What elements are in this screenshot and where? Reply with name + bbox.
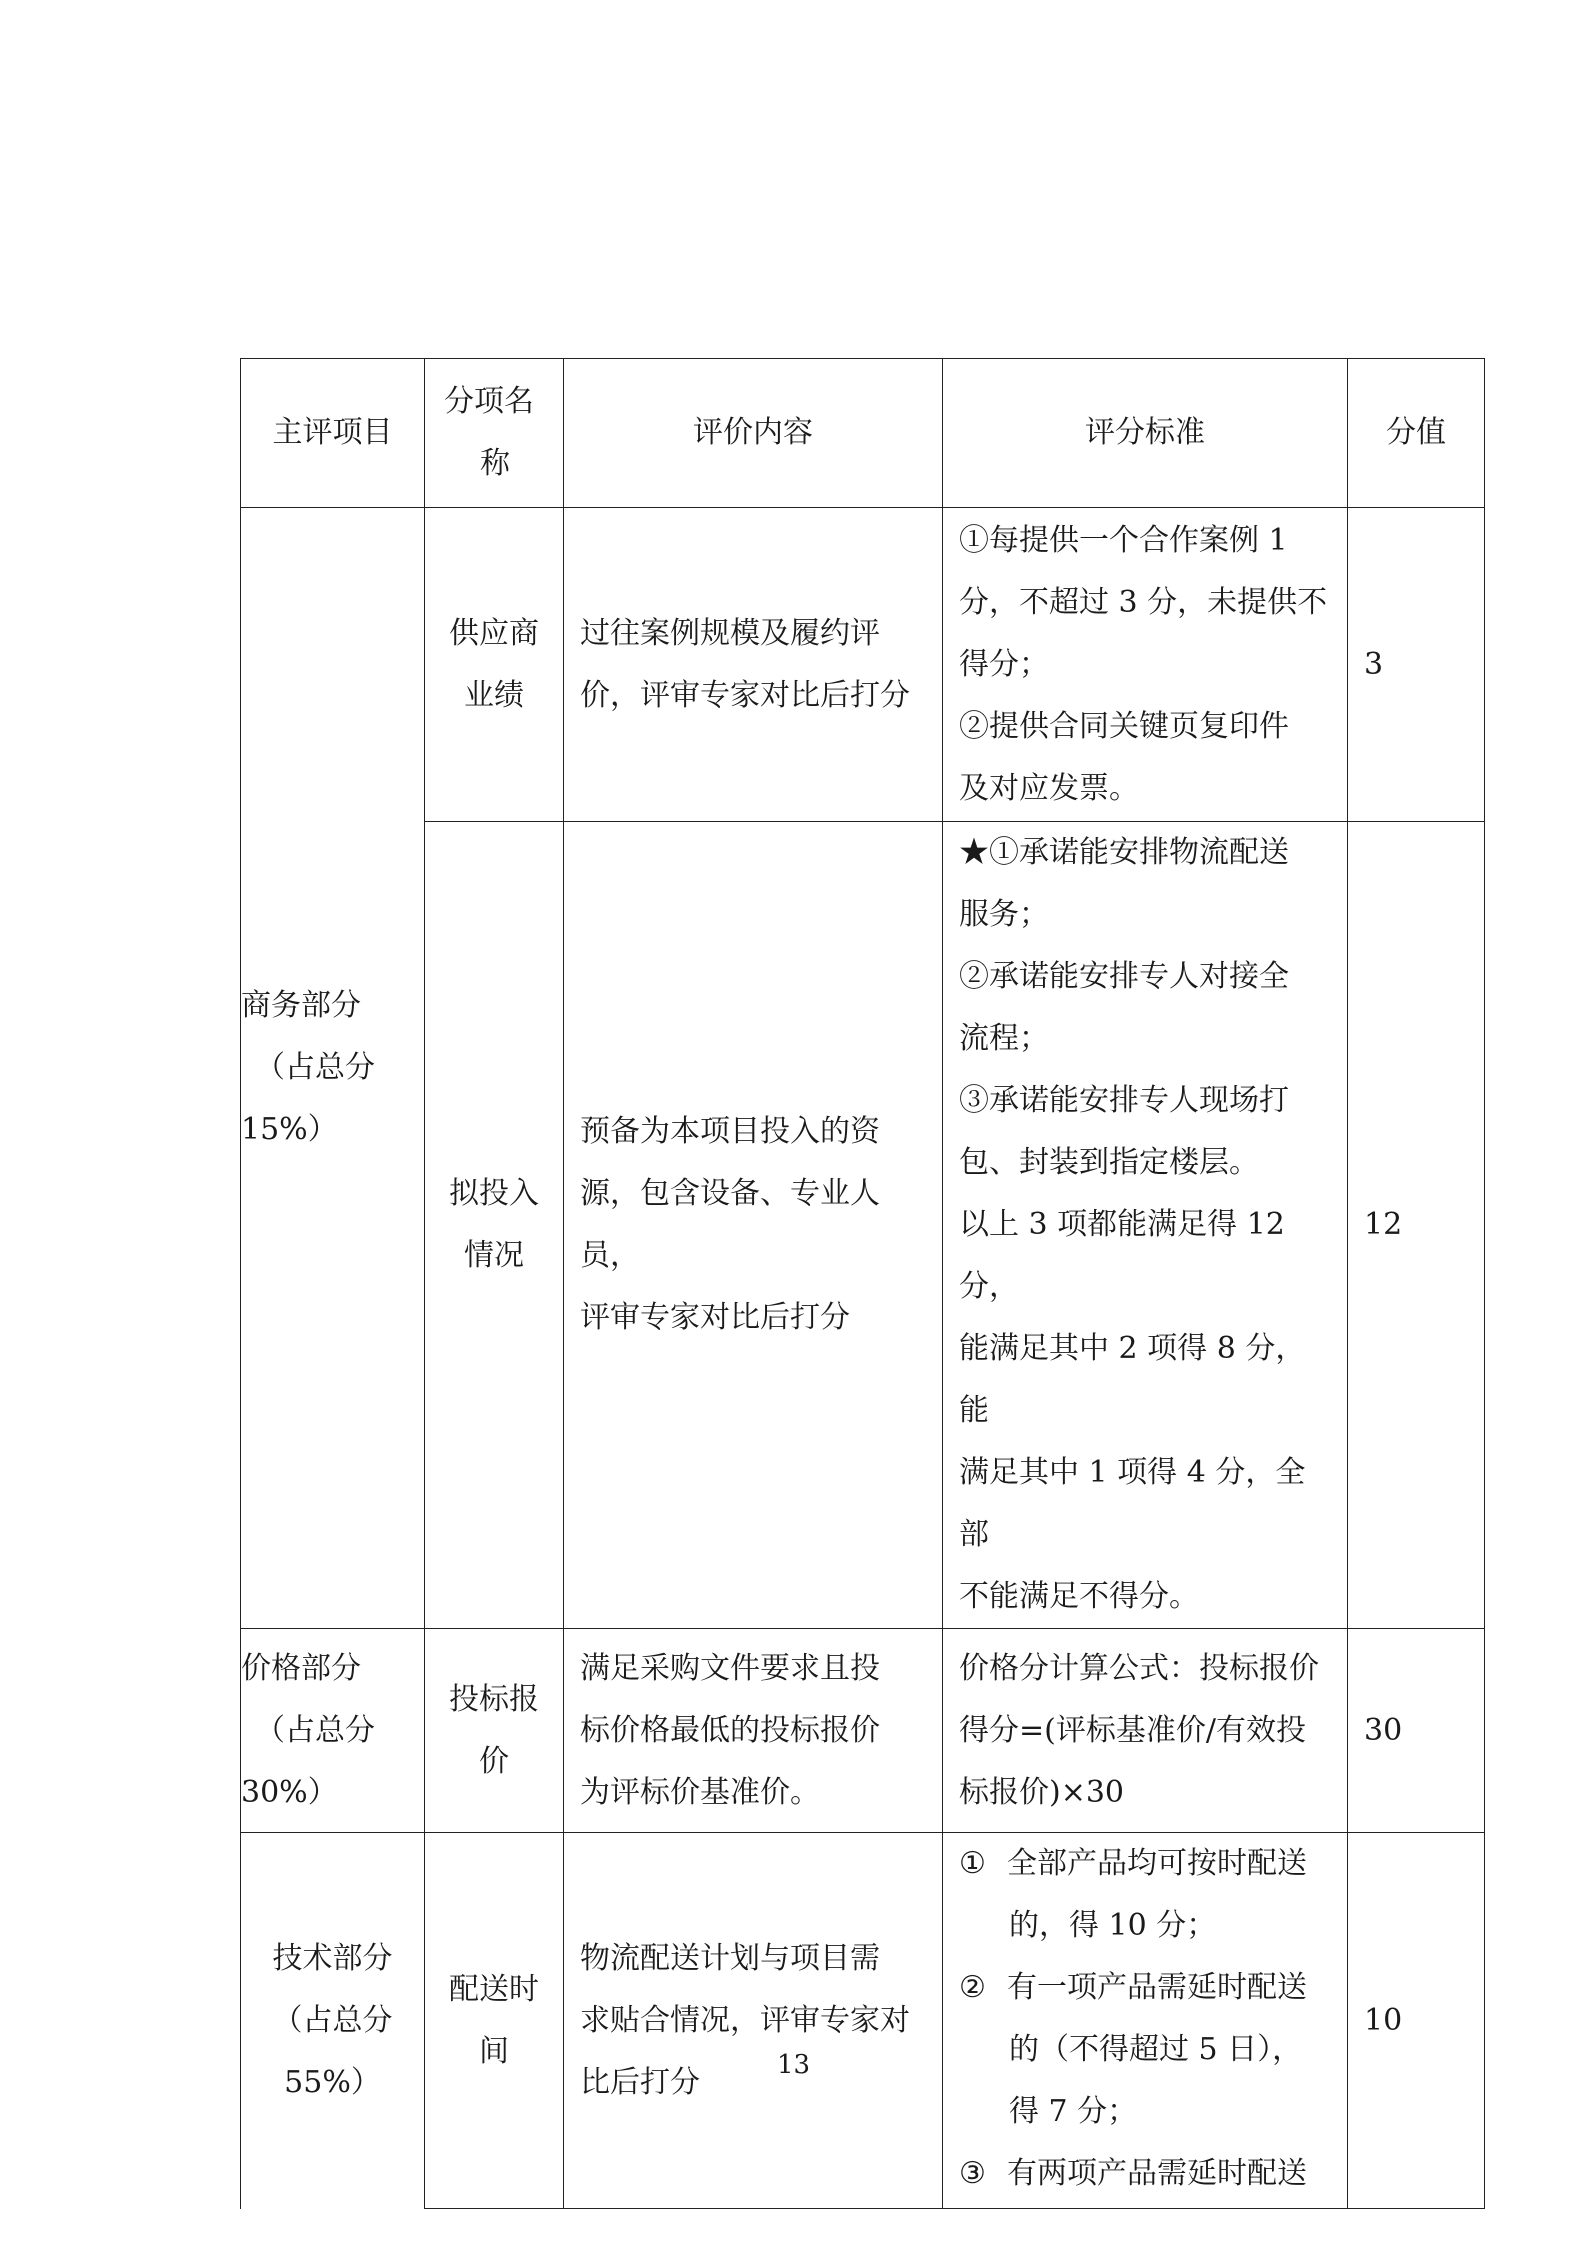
content-line: 物流配送计划与项目需 <box>580 1940 880 1976</box>
table-header-row <box>241 359 1485 508</box>
standard-line: ②承诺能安排专人对接全 <box>959 959 1289 994</box>
table-row <box>241 822 1485 1629</box>
subitem-cell <box>425 508 564 822</box>
score-cell: 10 <box>1348 1833 1485 2209</box>
business-label-cell <box>241 508 425 1629</box>
standard-cell <box>943 1833 1348 2209</box>
standard-line: 的，得 10 分； <box>1009 1908 1217 1943</box>
score-cell: 3 <box>1348 508 1485 822</box>
content-line: 价，评审专家对比后打分 <box>580 677 910 713</box>
content-cell <box>564 822 943 1629</box>
header-sub-line2: 称 <box>480 446 510 481</box>
score-cell: 30 <box>1348 1629 1485 1833</box>
standard-line: 服务； <box>959 897 1049 932</box>
content-cell <box>564 1833 943 2209</box>
table-row <box>241 1833 1485 2209</box>
standard-cell <box>943 508 1348 822</box>
standard-line: 价格分计算公式：投标报价 <box>959 1650 1319 1686</box>
standard-line: 有一项产品需延时配送 <box>1007 1970 1307 2005</box>
standard-line: ①每提供一个合作案例 1 <box>959 522 1288 558</box>
content-line: 源，包含设备、专业人员， <box>580 1176 880 1273</box>
standard-line: 以上 3 项都能满足得 12 分， <box>959 1207 1285 1304</box>
subitem-name-line1: 投标报 <box>449 1681 539 1717</box>
price-label-cell <box>241 1629 425 1833</box>
header-standard: 评分标准 <box>943 359 1348 508</box>
subitem-name-line1: 供应商 <box>449 615 539 651</box>
standard-line: 得分； <box>959 646 1049 682</box>
subitem-name-line2: 间 <box>479 2033 509 2069</box>
standard-line: 包、封装到指定楼层。 <box>959 1145 1259 1180</box>
price-label-line2: （占总分 <box>255 1712 375 1748</box>
table-row <box>241 1629 1485 1833</box>
standard-line: 全部产品均可按时配送 <box>1007 1846 1307 1881</box>
standard-item <box>959 1833 1333 1895</box>
standard-line: 分，不超过 3 分，未提供不 <box>959 584 1328 620</box>
standard-cell <box>943 822 1348 1629</box>
standard-cell <box>943 1629 1348 1833</box>
content-line: 满足采购文件要求且投 <box>580 1650 880 1686</box>
content-line: 过往案例规模及履约评 <box>580 615 880 651</box>
standard-item <box>959 1957 1333 2019</box>
content-line: 为评标价基准价。 <box>580 1774 820 1810</box>
standard-line: 流程； <box>959 1021 1049 1056</box>
header-score: 分值 <box>1348 359 1485 508</box>
subitem-name-line1: 配送时 <box>449 1971 539 2007</box>
tech-label-line2: （占总分 <box>272 2002 393 2038</box>
content-cell <box>564 508 943 822</box>
table-row <box>241 508 1485 822</box>
subitem-name-line2: 价 <box>479 1743 509 1779</box>
content-line: 比后打分 <box>580 2064 700 2100</box>
subitem-name-line2: 业绩 <box>464 677 524 713</box>
tech-label-line3: 55%） <box>284 2064 381 2100</box>
standard-line: 及对应发票。 <box>959 770 1139 806</box>
price-label-line1: 价格部分 <box>241 1650 361 1686</box>
page-number: 13 <box>776 2050 811 2080</box>
standard-line: ③承诺能安排专人现场打 <box>959 1083 1289 1118</box>
content-line: 预备为本项目投入的资 <box>580 1114 880 1149</box>
subitem-name-line2: 情况 <box>464 1238 524 1273</box>
subitem-cell <box>425 822 564 1629</box>
item-number: ① <box>959 1846 986 1881</box>
content-line: 标价格最低的投标报价 <box>580 1712 880 1748</box>
header-main-item: 主评项目 <box>241 359 425 508</box>
business-label-line3: 15%） <box>241 1112 338 1147</box>
price-label-line3: 30%） <box>241 1774 338 1810</box>
content-cell <box>564 1629 943 1833</box>
business-label-line1: 商务部分 <box>241 988 361 1023</box>
scoring-table <box>240 358 1485 2209</box>
standard-line: ★①承诺能安排物流配送 <box>959 835 1289 870</box>
standard-line: 得分=(评标基准价/有效投 <box>959 1712 1306 1748</box>
standard-line: 能满足其中 2 项得 8 分，能 <box>959 1331 1306 1428</box>
standard-line: 标报价)×30 <box>959 1774 1125 1810</box>
standard-line: ②提供合同关键页复印件 <box>959 708 1289 744</box>
standard-line: 不能满足不得分。 <box>959 1579 1199 1614</box>
subitem-cell <box>425 1629 564 1833</box>
standard-line: 有两项产品需延时配送 <box>1007 2156 1307 2191</box>
tech-label-line1: 技术部分 <box>272 1940 393 1976</box>
standard-line: 得 7 分； <box>1009 2094 1138 2129</box>
header-sub-line1: 分项名 <box>444 384 534 419</box>
header-sub-item <box>425 359 564 508</box>
header-content: 评价内容 <box>564 359 943 508</box>
item-number: ② <box>959 1970 986 2005</box>
item-number: ③ <box>959 2156 986 2191</box>
standard-line: 满足其中 1 项得 4 分，全部 <box>959 1455 1306 1552</box>
score-cell: 12 <box>1348 822 1485 1629</box>
business-label-line2: （占总分 <box>255 1050 375 1085</box>
tech-label-cell <box>241 1833 425 2209</box>
subitem-name-line1: 拟投入 <box>449 1176 539 1211</box>
standard-item <box>959 2143 1333 2205</box>
content-line: 求贴合情况，评审专家对 <box>580 2002 910 2038</box>
subitem-cell <box>425 1833 564 2209</box>
content-line: 评审专家对比后打分 <box>580 1300 850 1335</box>
standard-line: 的（不得超过 5 日）， <box>1009 2032 1303 2067</box>
